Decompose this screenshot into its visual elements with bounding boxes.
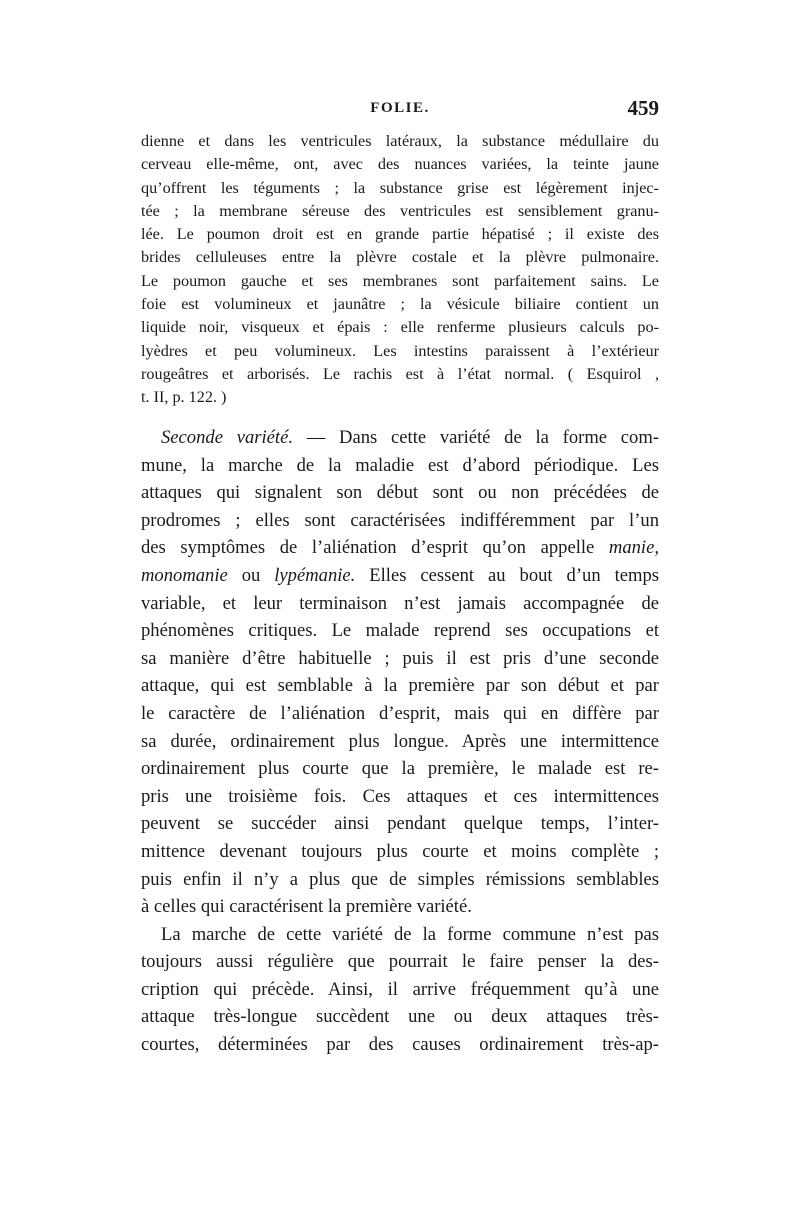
- text-line: La marche de cette variété de la forme commune n’est pas: [161, 923, 659, 945]
- text-line: peuvent se succéder ainsi pendant quelque temps, l’inter-: [141, 813, 659, 835]
- text-line: sa manière d’être habituelle ; puis il est pris d’une seconde: [141, 647, 659, 669]
- term-monomanie: monomanie: [141, 564, 228, 586]
- text-line: attaque, qui est semblable à la première par son début et par: [141, 675, 659, 697]
- text-line: cerveau elle-même, ont, avec des nuances variées, la teinte jaune: [141, 155, 659, 174]
- text-line: foie est volumineux et jaunâtre ; la vésicule biliaire contient un: [141, 295, 659, 314]
- text-run: — Dans cette variété de la forme com-: [292, 427, 659, 448]
- running-head: [141, 96, 659, 122]
- text-line: lyèdres et peu volumineux. Les intestins paraissent à l’extérieur: [141, 341, 659, 360]
- text-line: tée ; la membrane séreuse des ventricules est sensiblement granu-: [141, 201, 659, 220]
- text-line: attaque très-longue succèdent une ou deux attaques très-: [141, 1006, 659, 1028]
- main-text: [141, 424, 659, 1059]
- text-line: [141, 534, 659, 562]
- text-line: qu’offrent les téguments ; la substance grise est légèrement injec-: [141, 178, 659, 197]
- text-line: [141, 562, 659, 590]
- text-line: mune, la marche de la maladie est d’abord périodique. Les: [141, 454, 659, 476]
- text-line: phénomènes critiques. Le malade reprend ses occupations et: [141, 620, 659, 642]
- page-number: 459: [627, 96, 659, 120]
- text-run: Elles cessent au bout d’un temps: [355, 564, 659, 586]
- text-run: ou: [227, 564, 275, 586]
- text-line: ordinairement plus courte que la première, le malade est re-: [141, 758, 659, 780]
- text-line: à celles qui caractérisent la première variété.: [141, 896, 472, 918]
- text-line: toujours aussi régulière que pourrait le faire penser la des-: [141, 951, 659, 973]
- paragraph-autopsy-continuation: [141, 130, 659, 410]
- text-line: pris une troisième fois. Ces attaques et ces intermittences: [141, 785, 659, 807]
- term-manie: manie,: [608, 537, 659, 559]
- text-run: des symptômes de l’aliénation d’esprit qu’on appelle: [141, 537, 609, 559]
- text-line: attaques qui signalent son début sont ou non précédées de: [141, 482, 659, 504]
- text-line: Le poumon gauche et ses membranes sont parfaitement sains. Le: [141, 271, 659, 290]
- text-line: dienne et dans les ventricules latéraux, la substance médullaire du: [141, 132, 659, 150]
- text-line: le caractère de l’aliénation d’esprit, mais qui en diffère par: [141, 702, 659, 724]
- text-line: cription qui précède. Ainsi, il arrive fréquemment qu’à une: [141, 978, 659, 1000]
- text-line: puis enfin il n’y a plus que de simples rémissions semblables: [141, 868, 659, 890]
- text-line: lée. Le poumon droit est en grande partie hépatisé ; il existe des: [141, 225, 659, 244]
- term-lypemanie: lypémanie.: [274, 564, 356, 586]
- text-line: sa durée, ordinairement plus longue. Après une intermittence: [141, 730, 659, 752]
- text-line: [141, 424, 659, 452]
- text-line: prodromes ; elles sont caractérisées indifféremment par l’un: [141, 509, 659, 531]
- text-line: liquide noir, visqueux et épais : elle renferme plusieurs calculs po-: [141, 318, 659, 337]
- text-line: mittence devenant toujours plus courte et moins complète ;: [141, 840, 659, 862]
- text-line: courtes, déterminées par des causes ordinairement très-ap-: [141, 1034, 659, 1056]
- running-title: FOLIE.: [370, 100, 430, 116]
- text-line: rougeâtres et arborisés. Le rachis est à l’état normal. ( Esquirol ,: [141, 364, 659, 383]
- section-heading: Seconde variété.: [161, 427, 293, 448]
- citation-line: t. II, p. 122. ): [141, 388, 227, 407]
- text-line: brides celluleuses entre la plèvre costale et la plèvre pulmonaire.: [141, 248, 659, 267]
- text-line: variable, et leur terminaison n’est jamais accompagnée de: [141, 592, 659, 614]
